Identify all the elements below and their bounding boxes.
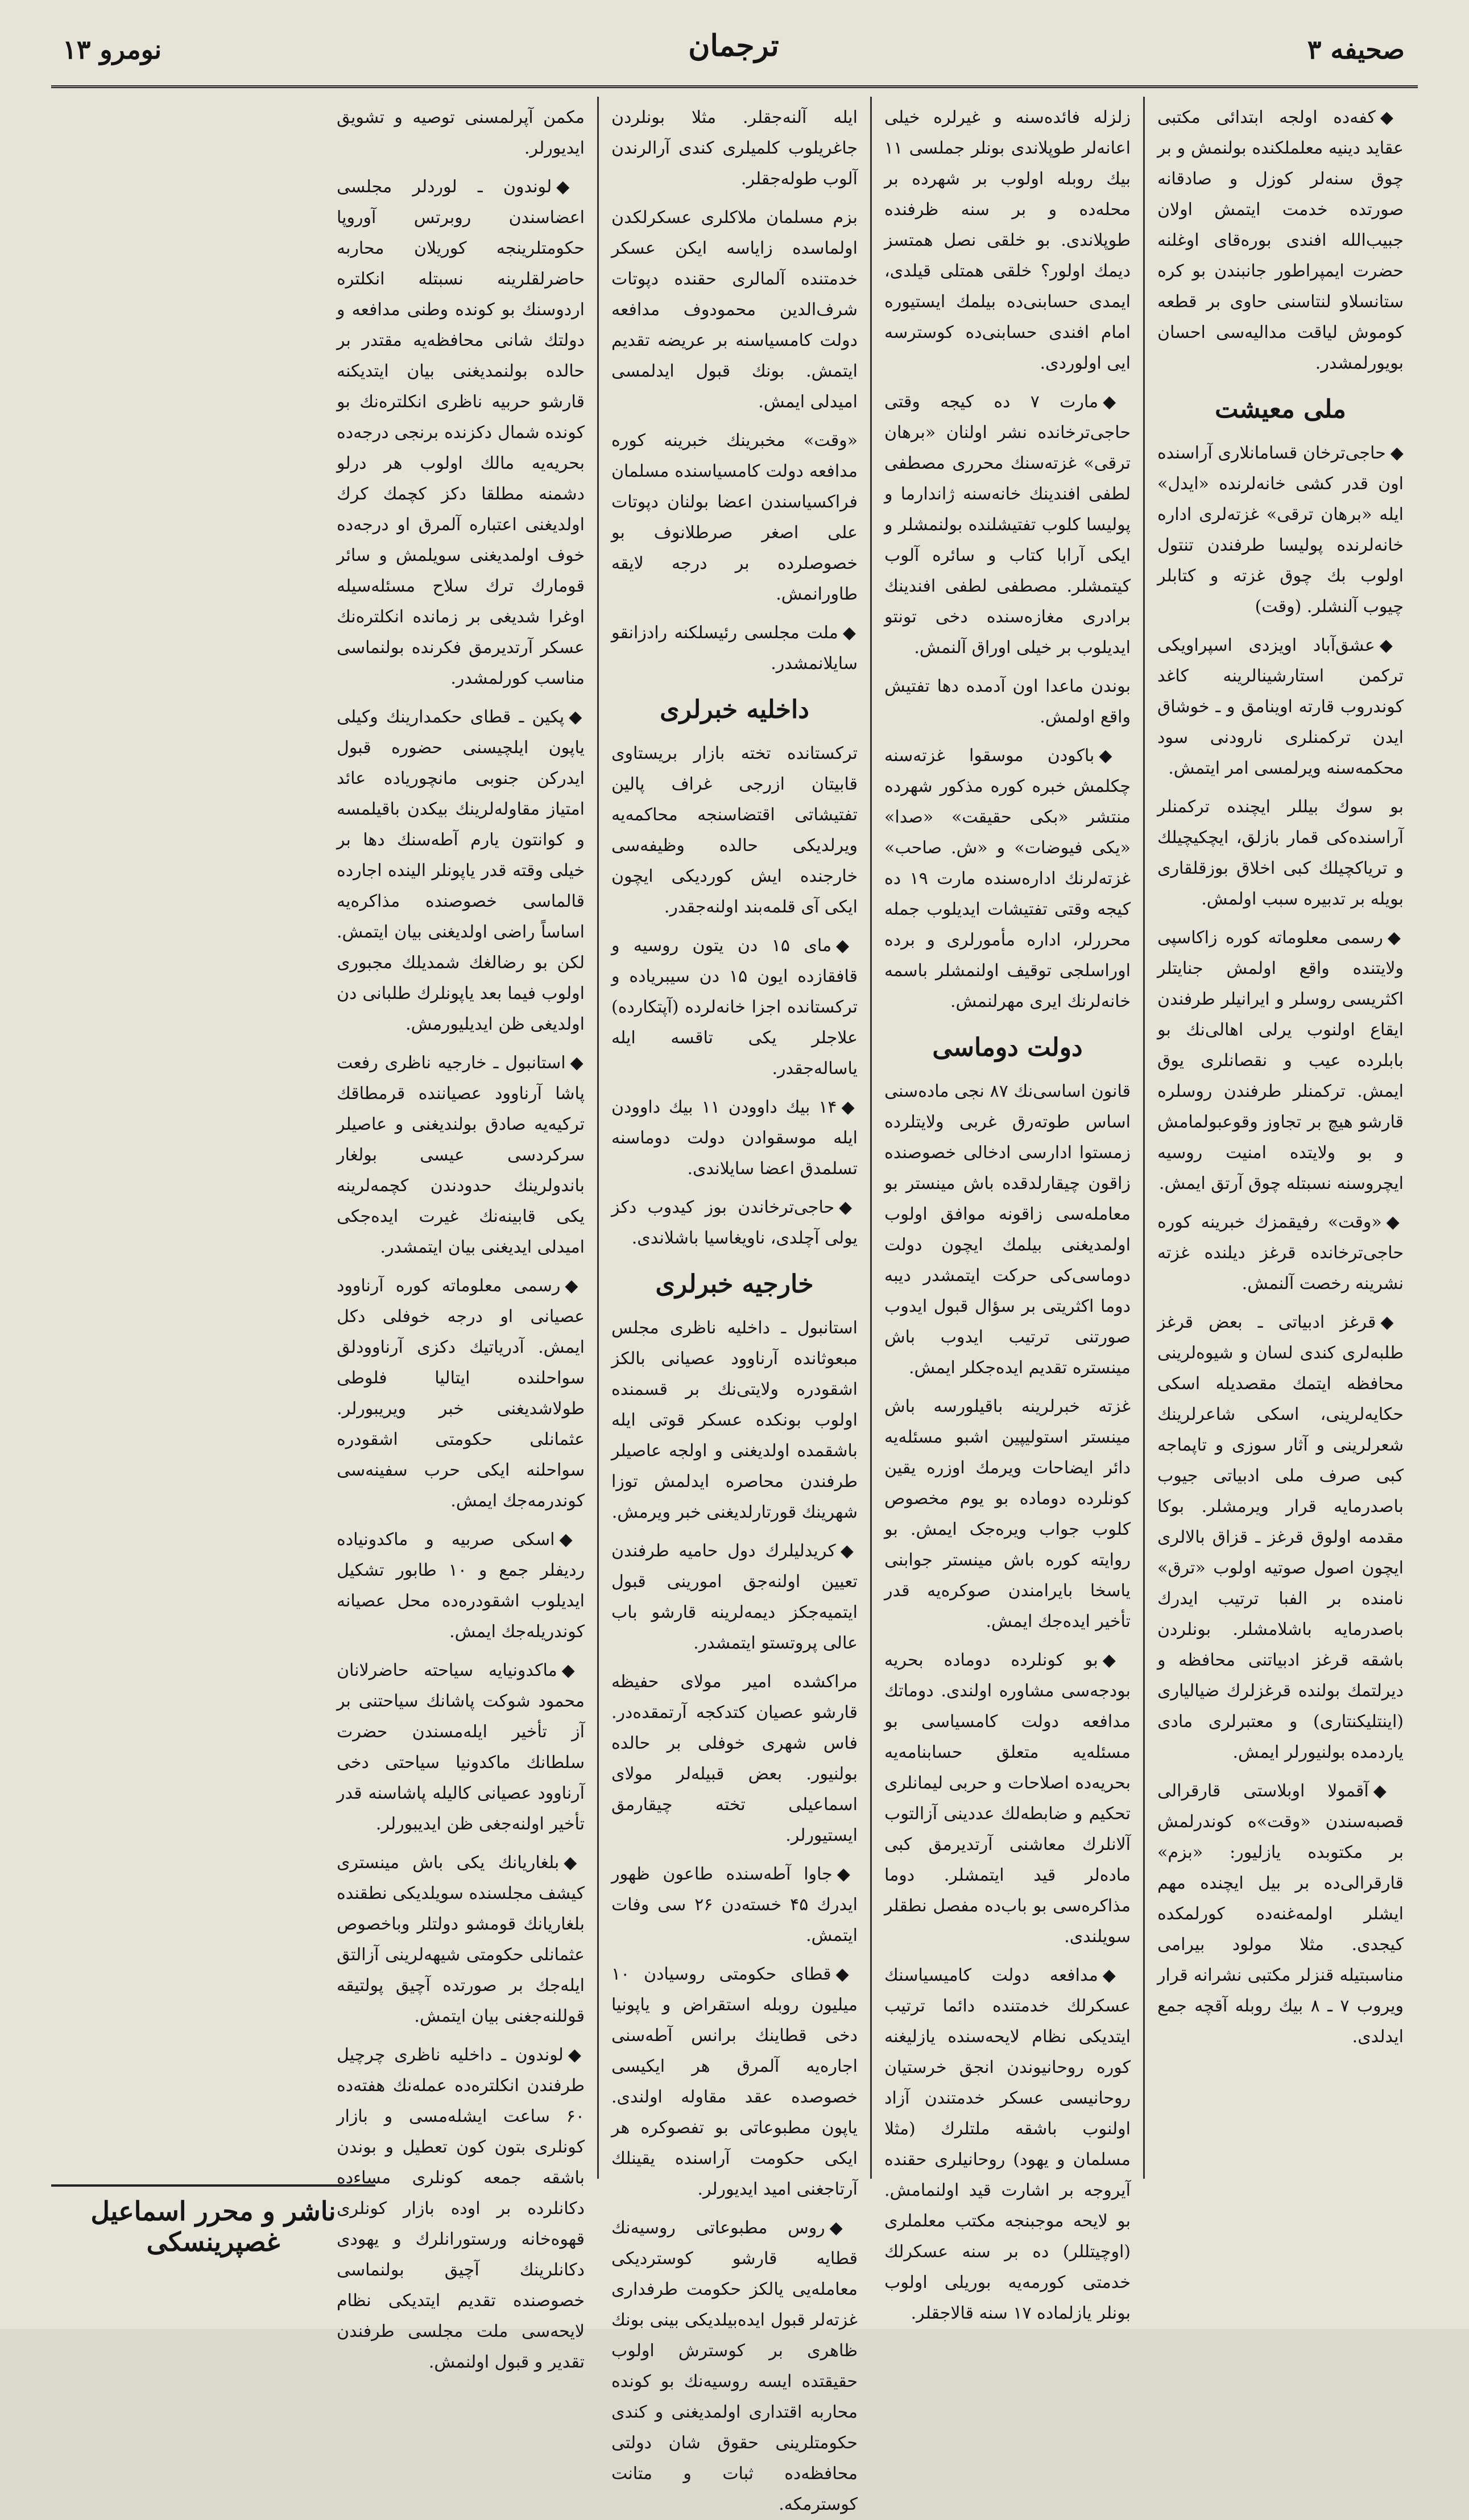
article-item: ◆جاوا آطه‌سنده طاعون ظهور ایدرك ۴۵ خسته‌دن ۲۶ سی وفات ایتمش.	[611, 1864, 858, 1945]
article-item: ◆۱۴ بیك داوودن ۱۱ بیك داوودن ایله موسقوادن دولت دوماسنه تسلمدق اعضا سایلاندی.	[611, 1097, 858, 1179]
article-item: ◆روس مطبوعاتی روسیه‌نك قطایه قارشو کوستردیکی معامله‌یی یالکز حکومت طرفداری غزته‌لر قبول ایده‌بیلدیکی بینی بونك ظاهری بر کوسترش اولوب حقیقتده ایسه روسیه‌نك بو کونده محاربه اقتداری اولمدیغنی و کندی حکومتلرینی حقوق شان دولتی محافظه‌ده ثبات و متانت کوسترمکه.	[611, 2218, 858, 2514]
diamond-bullet-icon: ◆	[564, 1853, 585, 1873]
diamond-bullet-icon: ◆	[1099, 746, 1131, 766]
article-item: «وقت» مخبرینك خبرینه کوره مدافعه دولت کامسیاسنده مسلمان فراکسیاسندن اعضا بولنان دپوتات علی اصغر صرطلانوف بو خصوصلرده بر درجه لایقه طاورانمش.	[611, 431, 858, 604]
masthead	[51, 23, 1416, 85]
issue-number: نومرو ۱۳	[63, 34, 162, 65]
column-4	[324, 97, 597, 2372]
article-item: بو سوك بیللر ایچنده ترکمنلر آراسنده‌کی قمار بازلق، ایچکیچیلك و تریاکچیلك کبی اخلاق بوزقلقاری بویله بر تدبیره سبب اولمش.	[1157, 797, 1404, 909]
article-item: ◆مای ۱۵ دن یتون روسیه و قافقازده ایون ۱۵ دن سیبریاده و ترکستانده اجزا خانه‌لرده (آپتکارده) علاجلر یکی تاقسه ایله یاساله‌جقدر.	[611, 936, 858, 1079]
newspaper-title: ترجمان	[688, 28, 779, 63]
article-item: زلزله فائده‌سنه و غیرلره خیلی اعانه‌لر طوپلاندی بونلر جملسی ۱۱ بیك روبله اولوب بر شهرده بر محله‌ده و بر سنه ظرفنده طوپلاندی. بو خلقی نصل همتسز دیمك اولور؟ خلقی همتلی قیلدی، ایمدی حسابنی‌ده بیلمك ایستیوره امام افندی حسابنی‌ده کوسترسه ایی اولوردی.	[884, 108, 1131, 373]
diamond-bullet-icon: ◆	[1102, 1965, 1131, 1985]
article-item: بزم مسلمان ملاکلری عسکرلکدن اولماسده زایاسه ایکن عسکر خدمتنده آلمالری حقنده دپوتات شرف‌الدین محمودوف مدافعه دولت کامسیاسنه بر عریضه تقدیم ایتمش. بونك قبول ایدلمسی امیدلی ایمش.	[611, 208, 858, 412]
article-item: ◆قرغز ادبیاتی ـ بعض قرغز طلبه‌لری کندی لسان و شیوه‌لرینی محافظه ایتمك مقصدیله اسکی حکایه‌لرینی، اسکی شاعرلرینك شعرلرینی و آثار سوزی و تاپماجه کبی صرف ملی ادبیاتی جیوب باصدرمایه قرار ویرمشلر. بوکا مقدمه اولوق قرغز ـ قزاق بالالری ایچون اصول صوتیه اولوب «ترق» نامنده بر الفبا ترتیب ایدرك باصدرمایه باشلامشلر. بونلردن باشقه قرغز ادبیاتنی محافظه و دیرلتمك بولنده قرغزلرك ضیالیاری (اینتلیکنتاری) و معتبرلری مادی یاردمده بولنیورلر ایمش.	[1157, 1312, 1404, 1762]
article-item: ◆بو کونلرده دوماده بحریه بودجه‌سی مشاوره اولندی. دوماتك مدافعه دولت کامسیاسی بو مسئله‌یه متعلق حسابنامه‌یه بحریه‌ده اصلاحات و حربی لیمانلری تحکیم و ضابطه‌لك عددینی آزالتوب آلانلرك معاشنی آرتدیرمق کبی ماده‌لر قید ایتمشلر. دوما مذاکره‌سی بو باب‌ده مفصل نطقلر سویلندی.	[884, 1650, 1131, 1947]
column-2	[870, 97, 1143, 2323]
article-item: استانبول ـ داخلیه ناظری مجلس مبعوثانده آرناوود عصیانی بالکز اشقودره ولایتی‌نك بر قسمنده اولوب بونکده عسکر قوتی ایله باشقمده اولدیغنی و اولجه عاصیلر طرفندن محاصره ایدلمش توزا شهرینك قورتارلدیغنی خبر ویرمش.	[611, 1318, 858, 1522]
diamond-bullet-icon: ◆	[568, 2045, 585, 2065]
diamond-bullet-icon: ◆	[829, 2218, 858, 2238]
article-item: ◆کریدلیلرك دول حامیه طرفندن تعیین اولنه‌جق امورینی قبول ایتمیه‌جکز دیمه‌لرینه قارشو باب عالی پروتستو ایتمشدر.	[611, 1541, 858, 1653]
article-item: بوندن ماعدا اون آدمده دها تفتیش واقع اولمش.	[884, 676, 1131, 727]
section-title: داخلیه خبرلری	[660, 695, 809, 724]
section-title: خارجیه خبرلری	[655, 1270, 814, 1299]
article-item: مراکشده امیر مولای حفیظه قارشو عصیان کتدکجه آرتمقده‌در. فاس شهری خوفلی بر حالده بولنیور. بعض قبیله‌لر مولای اسماعیلی تخته چیقارمق ایستیورلر.	[611, 1672, 858, 1845]
diamond-bullet-icon: ◆	[836, 936, 858, 956]
diamond-bullet-icon: ◆	[837, 1864, 858, 1884]
diamond-bullet-icon: ◆	[569, 707, 585, 727]
page-number: صحیفه ۳	[1307, 34, 1405, 65]
article-item: مکمن آپرلمسنی توصیه و تشویق ایدیورلر.	[337, 108, 585, 158]
article-item: ◆عشق‌آباد اویزدی اسپراویکی ترکمن استارشینالرینه کاغد کوندروب قارته اوینامق و ـ خوشاق ایدن ترکمنلری نارودنی سود محکمه‌سنه ویرلمسی امر ایتمش.	[1157, 635, 1404, 778]
article-item: ◆لوندون ـ داخلیه ناظری چرچیل طرفندن انکلتره‌ده عمله‌نك هفته‌ده ۶۰ ساعت ایشله‌مسی و بازار کونلری بتون کون تعطیل و بوندن باشقه جمعه کونلری مساء‌ده دکانلرده بر اوده بازار کونلری قهوه‌خانه ورستورانلرك و یهودی دکانلرینك آچیق بولنماسی خصوصنده تقدیم ایتدیکی نظام لایحه‌سی ملت مجلسی طرفندن تقدیر و قبول اولنمش.	[337, 2045, 585, 2372]
diamond-bullet-icon: ◆	[1102, 1650, 1131, 1670]
article-item: ◆اسکی صربیه و ماکدونیاده ردیفلر جمع و ۱۰ طابور تشکیل ایدیلوب اشقودره‌ده محل عصیانه کوندریله‌جك ایمش.	[337, 1530, 585, 1642]
diamond-bullet-icon: ◆	[1380, 108, 1404, 127]
article-item: ترکستانده تخته بازار بریستاوی قابیتان ازرجی غراف پالین تفتیشاتی اقتضاسنجه محاکمه‌یه ویرلدیکی حالده وظیفه‌سی خارجنده ایش کوردیکی ایچون ایکی آی قلمه‌بند اولنه‌جقدر.	[611, 743, 858, 917]
publisher-line: ناشر و محرر اسماعیل غصپرینسکی	[90, 2196, 336, 2257]
diamond-bullet-icon: ◆	[1386, 1212, 1404, 1232]
article-item: ◆لوندون ـ لوردلر مجلسی اعضاسندن روبرتس آوروپا حکومتلرینجه کوریلان محاربه حاضرلقلرینه نسبتله انکلتره اردوسنك بو کونده وطنی مدافعه و دولتك شانی محافظه‌یه مقتدر بر حالده بولنمدیغنی بیان ایتدیکنه قارشو حربیه ناظری انکلتره‌نك بو کونده شمال دکزنده برنجی درجه‌ده بحریه‌یه مالك اولوب هر درلو دشمنه مطلقا دکز کچمك کرك اولدیغنی اعتباره آلمرق او درجه‌ده خوف اولمدیغنی سویلمش و سائر قومارك ترك سلاح مسئله‌سیله اوغرا شدیغی بر زمانده انکلتره‌نك عسکر آرتدیرمق فکرنده بولنماسی مناسب کورلمشدر.	[337, 177, 585, 688]
diamond-bullet-icon: ◆	[1390, 443, 1404, 463]
diamond-bullet-icon: ◆	[1380, 1312, 1404, 1332]
diamond-bullet-icon: ◆	[570, 1053, 585, 1073]
diamond-bullet-icon: ◆	[1373, 1781, 1404, 1801]
diamond-bullet-icon: ◆	[841, 1097, 858, 1117]
article-item: ◆مارت ۷ ده کیجه وقتی حاجی‌ترخانده نشر اولنان «برهان ترقی» غزته‌سنك محرری مصطفی لطفی افندینك خانه‌سنه ژاندارما و پولیسا کلوب تفتیشلنده بولنمشلر و ایکی آرابا کتاب و سائره آلوب کیتمشلر. مصطفی لطفی افندینك برادری مغازه‌سنده دخی تونتو ایدیلوب بر خیلی اوراق آلنمش.	[884, 392, 1131, 658]
article-item: ◆مدافعه دولت کامیسیاسنك عسکرلك خدمتنده دائما ترتیب ایتدیکی نظام لایحه‌سنده یازلیغنه کوره روحانیوندن انجق خرستیان روحانیسی عسکر خدمتندن آزاد اولنوب باشقه ملتلرك (مثلا مسلمان و یهود) روحانیلری حقنده آیروجه بر اشارت قید اولنمامش. بو لایحه موجبنجه مکتب معلملری (اوچیتللر) ده بر سنه عسکرلك خدمتی کورمه‌یه بوریلی اولوب بونلر یازلماده ۱۷ سنه قالاجقلر.	[884, 1965, 1131, 2323]
article-item: ◆ماکدونیایه سیاحته حاضرلانان محمود شوکت پاشانك سیاحتنی بر آز تأخیر ایله‌مسندن حضرت سلطانك ماکدونیا سیاحتی دخی آرناوود عصیانی کالیله پاشاسنه قدر تأخیر اولنه‌جغی ظن ایدیبورلر.	[337, 1660, 585, 1834]
article-item: ◆کفه‌ده اولجه ابتدائی مکتبی عقاید دینیه معلملکنده بولنمش و بر چوق سنه‌لر کوزل و صادقانه صورتده خدمت ایتمش اولان جبیب‌الله افندی بوره‌قای اوغلنه حضرت ایمپراطور جانبندن بو کره ستانسلاو لنتاسنی حاوی بر قطعه کوموش لیاقت مدالیه‌سی احسان بویورلمشدر.	[1157, 108, 1404, 373]
article-item: ◆آقمولا اوبلاستی قارقرالی قصبه‌سندن «وقت»ه کوندرلمش بر مکتوبده یازلیور: «بزم» قارقرالی‌ده بر بیل ایچنده مهم ایشلر اولمه‌غنه‌ده کورلمکده کیجدی. مثلا مولود بیرامی مناسبتیله قنزلر مکتبی نشرانه قرار ویروب ۷ ـ ۸ بیك روبله آقچه جمع ایدلدی.	[1157, 1781, 1404, 2047]
article-item: ◆ملت مجلسی رئیسلکنه رادزانقو سایلانمشدر.	[611, 623, 858, 674]
article-item: غزته خبرلرینه باقیلورسه باش مینستر استولیپین اشبو مسئله‌یه دائر ایضاحات ویرمك اوزره یقین کونلرده دوماده بو یوم مخصوص کلوب جواب ویره‌جک ایمش. بو روایته کوره باش مینستر جوابنی یاسخا بایرامندن صوکره‌یه قدر تأخیر ایده‌جك ایمش.	[884, 1397, 1131, 1631]
article-item: قانون اساسی‌نك ۸۷ نجی ماده‌سنی اساس طوته‌رق غربی ولایتلرده زمستوا ادارسی ادخالی خصوصنده زاقون چیقارلدقده باش مینستر بو معامله‌سی زاقونه موافق اولوب اولمدیغنی بیلمك ایچون دولت دوماسی‌کی حرکت ایتمشدر دیبه دوما اکثریتی بر سؤال قبول ایدوب صورتنی ترتیب ایدوب باش مینستره تقدیم ایده‌جکلر ایمش.	[884, 1081, 1131, 1378]
footer-rule	[51, 2184, 375, 2187]
article-item: ◆«وقت» رفیقمزك خبرینه کوره حاجی‌ترخانده قرغز دیلنده غزته نشرینه رخصت آلنمش.	[1157, 1212, 1404, 1294]
article-item: ◆پکین ـ قطای حکمدارینك وکیلی یاپون ایلچیسنی حضوره قبول ایدرکن جنوبی مانچوریاده عائد امتیاز مقاوله‌لرینك بیکدن باقیلمسه و کوانتون یارم آطه‌سنك دها بر خیلی وقته قدر یاپونلر الینده اجارده قالماسی خصوصنده مذاکره‌یه اساساً راضی اولدیغنی بیان ایتمش. لکن بو رضالغك شمدیلك مجبوری اولوب فیما بعد یاپونلرك طلبانی دن اولدیغی ظن ایدیلیورمش.	[337, 707, 585, 1034]
article-item: ایله آلنه‌جقلر. مثلا بونلردن جاغریلوب کلمیلری کندی آرالرندن آلوب طوله‌جقلر.	[611, 108, 858, 189]
diamond-bullet-icon: ◆	[1387, 928, 1404, 948]
diamond-bullet-icon: ◆	[556, 177, 585, 197]
article-item: ◆رسمی معلوماته کوره آرناوود عصیانی او درجه خوفلی دکل ایمش. آدریاتیك دکزی آرناوودلق سواحلنده ایتالیا فلوطی طولاشدیغنی خبر ویریبورلر. عثمانلی حکومتی اشقودره سواحلنه ایکی حرب سفینه‌سی کوندرمه‌جك ایمش.	[337, 1276, 585, 1511]
article-item: ◆حاجی‌ترخان قسامانلاری آراسنده اون قدر کشی خانه‌لرنده «ایدل» ایله «برهان ترقی» غزته‌لری اداره خانه‌لرنده پولیسا طرفندن تنتول اولوب بك چوق غزته و کتابلر چیوب آلنشلر. (وقت)	[1157, 443, 1404, 617]
diamond-bullet-icon: ◆	[839, 1197, 858, 1217]
diamond-bullet-icon: ◆	[1379, 635, 1404, 655]
column-3	[597, 97, 870, 2514]
article-item: ◆استانبول ـ خارجیه ناظری رفعت پاشا آرناوود عصیاننده قرمطاقك ترکیه‌یه صادق بولندیغنی و عاصیلر سرکردسی عیسی بولغار باندولرینك حدودندن کچمه‌لرینه یکی قابینه‌نك غیرت ایده‌جکی امیدلی ایدیغنی بیان ایتمشدر.	[337, 1053, 585, 1257]
article-item: ◆باکودن موسقوا غزته‌سنه چکلمش خبره کوره مذکور شهرده منتشر «بکی حقیقت» «صدا» «یکی فیوضات» و «ش. صاحب» غزته‌لرنك اداره‌سنده مارت ۱۹ ده کیجه وقتی تفتیشات ایدیلوب جمله محررلر، اداره مأمورلری و برده اوراسلجی توقیف اولنمشلر باسمه خانه‌لرنك ایری مهرلنمش.	[884, 746, 1131, 1011]
diamond-bullet-icon: ◆	[1103, 392, 1131, 412]
diamond-bullet-icon: ◆	[565, 1276, 585, 1296]
diamond-bullet-icon: ◆	[835, 1964, 858, 1984]
diamond-bullet-icon: ◆	[559, 1530, 585, 1550]
section-title: دولت دوماسی	[932, 1033, 1083, 1062]
column-1	[1143, 97, 1416, 2179]
diamond-bullet-icon: ◆	[561, 1660, 585, 1680]
article-item: ◆بلغاریانك یکی باش مینستری کیشف مجلسنده سویلدیکی نطقنده بلغاریانك قومشو دولتلر وباخصوص عثمانلی حکومتی شیهه‌لرینی آزالتق ایله‌جك بر صورتده آچیق پولتیقه قوللنه‌جغنی بیان ایتمش.	[337, 1853, 585, 2026]
diamond-bullet-icon: ◆	[842, 623, 858, 643]
section-title: ملی معیشت	[1215, 395, 1346, 424]
diamond-bullet-icon: ◆	[840, 1541, 858, 1561]
article-item: ◆قطای حکومتی روسیادن ۱۰ میلیون روبله استقراض و یاپونیا دخی قطاینك برانس آطه‌سنی اجاره‌یه آلمرق هر ایکیسی خصوصده عقد مقاوله اولندی. یاپون مطبوعاتی بو تفصوکره هر ایکی حکومت آراسنده یقینلك آرتاجغنی امید ایدیورلر.	[611, 1964, 858, 2199]
header-rule	[51, 85, 1418, 88]
article-item: ◆رسمی معلوماته کوره زاکاسپی ولایتنده واقع اولمش جنایتلر اکثریسی روسلر و ایرانیلر طرفندن ایقاع اولنوب یرلی اهالی‌نك بو بابلرده عیب و نقصانلری یوق ایمش. ترکمنلر طرفندن روسلره قارشو هیچ بر تجاوز وقوعبولمامش و بو ولایتده امنیت روسیه ایچروسنه نسبتله چوق آرتق ایمش.	[1157, 928, 1404, 1193]
article-item: ◆حاجی‌ترخاندن بوز کیدوب دکز یولی آچلدی، ناویغاسیا باشلاندی.	[611, 1197, 858, 1248]
